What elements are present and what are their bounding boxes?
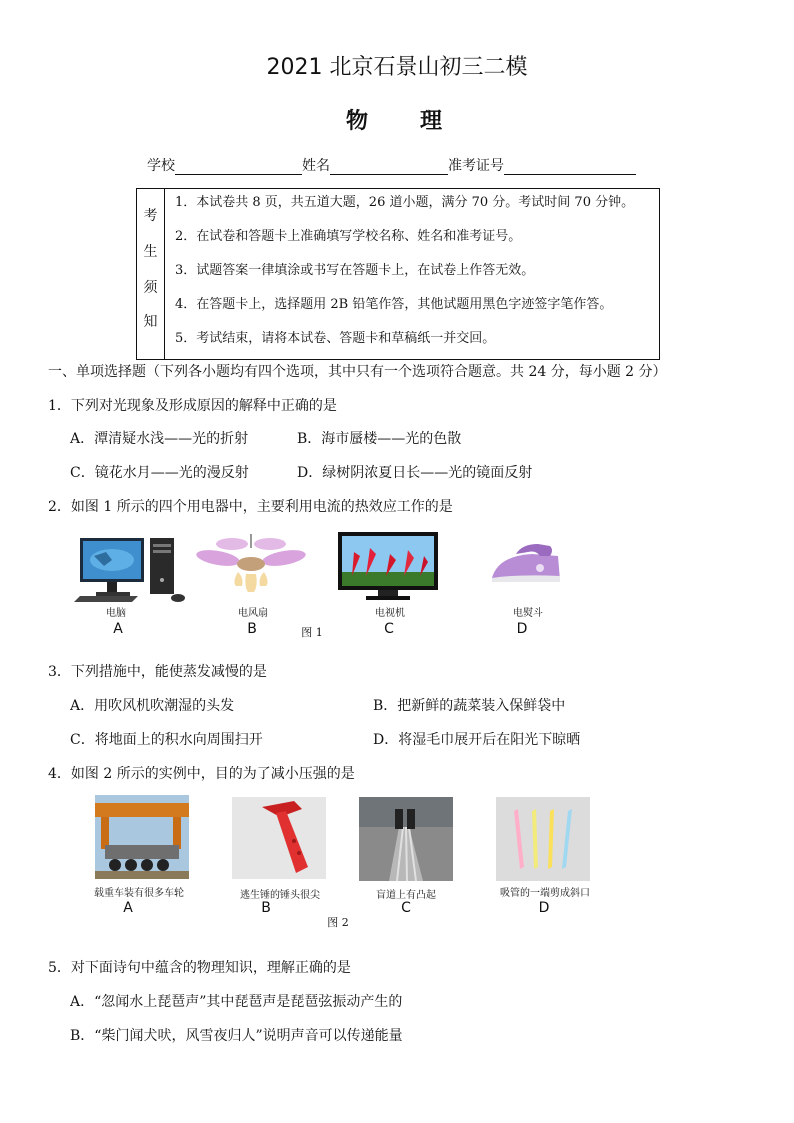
q4-letter-d: D	[538, 900, 550, 916]
notice-rule-5: 5．考试结束，请将本试卷、答题卡和草稿纸一并交回。	[175, 331, 496, 346]
q5-stem: 5．对下面诗句中蕴含的物理知识，理解正确的是	[48, 960, 351, 976]
q2-letter-c: C	[384, 621, 394, 637]
school-label: 学校	[147, 158, 175, 174]
notice-rule-1: 1．本试卷共 8 页，共五道大题，26 道小题，满分 70 分。考试时间 70 分钟。	[175, 195, 635, 210]
q2-caption-a: 电脑	[106, 608, 126, 619]
q2-caption-d: 电熨斗	[513, 608, 543, 619]
q5-option-b: B．“柴门闻犬吠，风雪夜归人”说明声音可以传递能量	[70, 1028, 403, 1044]
notice-side-char: 须	[143, 280, 158, 296]
computer-image	[72, 536, 190, 606]
name-label: 姓名	[302, 158, 330, 174]
television-image	[338, 532, 438, 604]
subject-heading	[0, 104, 794, 135]
q2-letter-a: A	[113, 621, 123, 637]
q4-letter-a: A	[123, 900, 133, 916]
notice-side-label	[137, 189, 165, 359]
q3-stem: 3．下列措施中，能使蒸发减慢的是	[48, 664, 267, 680]
electric-iron-image	[488, 540, 564, 592]
q3-option-d: D．将湿毛巾展开后在阳光下晾晒	[373, 732, 581, 748]
q4-letter-c: C	[401, 900, 411, 916]
name-blank	[330, 160, 448, 175]
notice-rule-2: 2．在试卷和答题卡上准确填写学校名称、姓名和准考证号。	[175, 229, 522, 244]
q1-option-c: C．镜花水月——光的漫反射	[70, 465, 249, 481]
exam-title: 2021 北京石景山初三二模	[266, 55, 528, 80]
q5-option-a: A．“忽闻水上琵琶声”其中琵琶声是琵琶弦振动产生的	[70, 994, 403, 1010]
notice-rule-4: 4．在答题卡上，选择题用 2B 铅笔作答，其他试题用黑色字迹签字笔作答。	[175, 297, 613, 312]
q4-caption-a: 载重车装有很多车轮	[94, 888, 184, 899]
figure-1-label: 图 1	[301, 626, 323, 639]
q4-letter-b: B	[261, 900, 271, 916]
straws-image	[496, 797, 590, 881]
q4-caption-c: 盲道上有凸起	[376, 890, 436, 901]
subject-char-1: 物	[345, 109, 374, 134]
q3-option-b: B．把新鲜的蔬菜装入保鲜袋中	[373, 698, 566, 714]
q2-letter-b: B	[247, 621, 257, 637]
escape-hammer-image	[232, 797, 326, 879]
exam-no-blank	[504, 160, 636, 175]
ceiling-fan-image	[196, 534, 306, 604]
notice-rule-3: 3．试题答案一律填涂或书写在答题卡上，在试卷上作答无效。	[175, 263, 535, 278]
q4-caption-b: 逃生锤的锤头很尖	[240, 890, 320, 901]
notice-side-char: 生	[143, 244, 158, 260]
exam-no-label: 准考证号	[448, 158, 504, 174]
q1-stem: 1．下列对光现象及形成原因的解释中正确的是	[48, 398, 337, 414]
q2-caption-b: 电风扇	[238, 608, 268, 619]
q1-option-a: A．潭清疑水浅——光的折射	[70, 431, 249, 447]
figure-2-label: 图 2	[327, 916, 349, 929]
student-info-fields	[147, 155, 636, 175]
q1-option-b: B．海市蜃楼——光的色散	[297, 431, 462, 447]
q1-option-d: D．绿树阴浓夏日长——光的镜面反射	[297, 465, 533, 481]
candidate-notice-box	[136, 188, 660, 360]
heavy-truck-image	[95, 795, 189, 879]
q2-letter-d: D	[516, 621, 528, 637]
section-1-heading: 一、单项选择题（下列各小题均有四个选项，其中只有一个选项符合题意。共 24 分，每小题 2 分）	[48, 364, 667, 380]
notice-side-char: 知	[143, 314, 158, 330]
q3-option-a: A．用吹风机吹潮湿的头发	[70, 698, 235, 714]
tactile-paving-image	[359, 797, 453, 881]
notice-side-char: 考	[143, 208, 158, 224]
q2-caption-c: 电视机	[375, 608, 405, 619]
q3-option-c: C．将地面上的积水向周围扫开	[70, 732, 263, 748]
q4-stem: 4．如图 2 所示的实例中，目的为了减小压强的是	[48, 766, 355, 782]
subject-char-2: 理	[420, 109, 449, 134]
q4-caption-d: 吸管的一端剪成斜口	[500, 888, 590, 899]
q2-stem: 2．如图 1 所示的四个用电器中，主要利用电流的热效应工作的是	[48, 499, 453, 515]
school-blank	[175, 160, 302, 175]
